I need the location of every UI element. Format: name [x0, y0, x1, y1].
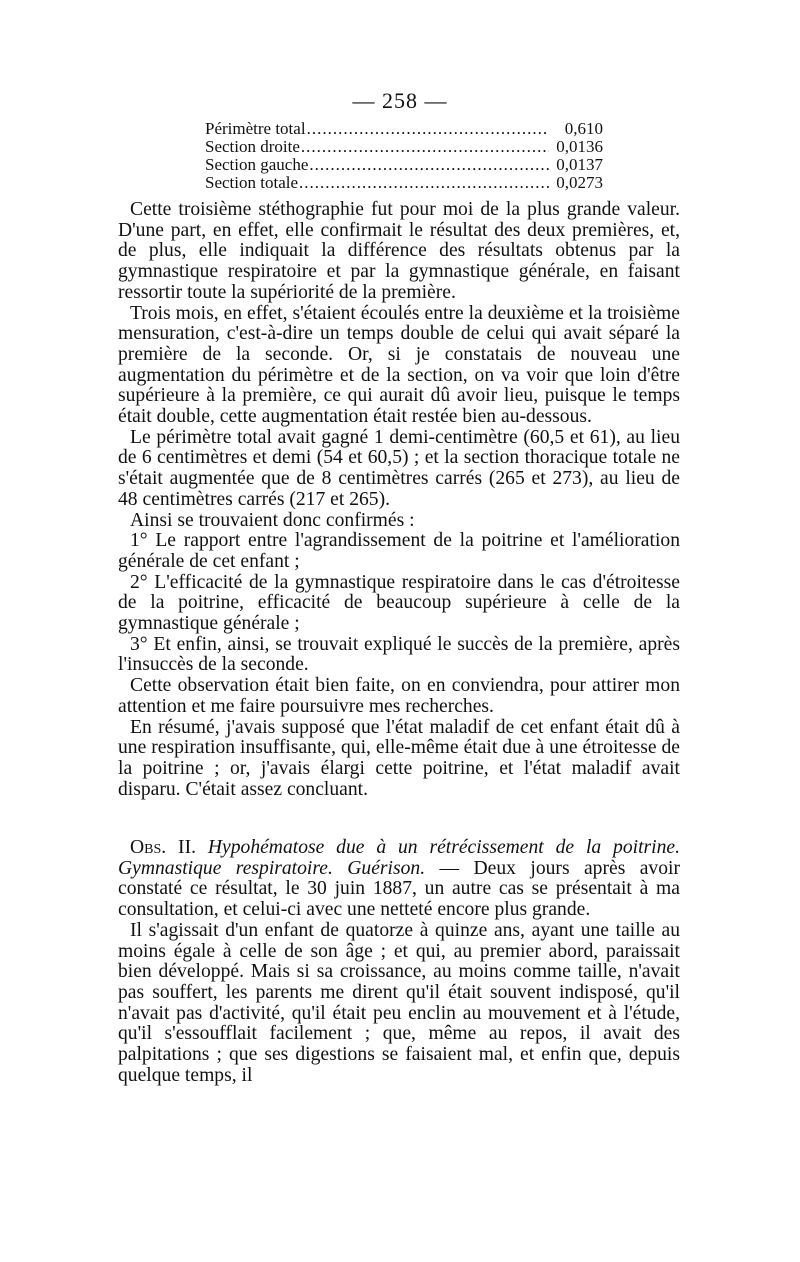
measurement-label: Périmètre total — [205, 119, 306, 138]
measurement-row — [205, 174, 603, 192]
observation-lead: Obs. II. — [130, 837, 196, 858]
observation-heading-paragraph — [118, 838, 680, 921]
measurement-value: 0,0136 — [556, 137, 603, 156]
paragraph: 3° Et enfin, ainsi, se trouvait expliqué le succès de la première, après l'insuccès de la seconde. — [118, 633, 680, 676]
measurement-label: Section gauche — [205, 155, 309, 174]
observation-title: Hypohématose due à un rétrécissement de la poitrine. Gymnastique respiratoire. Guérison. — [118, 837, 680, 879]
observation-section — [118, 838, 680, 1086]
measurement-row — [205, 120, 603, 138]
dot-leader — [307, 120, 549, 138]
measurements-table — [205, 120, 603, 192]
dot-leader — [309, 156, 549, 174]
dot-leader — [299, 174, 549, 192]
measurement-label: Section totale — [205, 173, 299, 192]
paragraph: Il s'agissait d'un enfant de quatorze à quinze ans, ayant une taille au moins égale à celle de son âge ; et qui, au premier abord, paraissait bien développé. Mais si sa croissance, au moins comme taille, n'avait pas souffert, les parents me dirent qu'il était souvent indisposé, qu'il n'avait pas d'activité, qu'il était peu enclin au mouvement et à l'étude, qu'il s'essoufflait facilement ; que, même au repos, il avait des palpitations ; que ses digestions se faisaient mal, et enfin que, depuis quelque temps, il — [118, 919, 680, 1086]
paragraph: Cette troisième stéthographie fut pour moi de la plus grande valeur. D'une part, en effet, elle confirmait le résultat des deux premières, et, de plus, elle indiquait la différence des résultats obtenus par la gymnastique respiratoire et par la gymnastique générale, en faisant ressortir toute la supériorité de la première. — [118, 199, 680, 303]
measurement-value: 0,0273 — [556, 173, 603, 192]
paragraph: 1° Le rapport entre l'agrandissement de la poitrine et l'amélioration générale de cet enfant ; — [118, 530, 680, 572]
paragraph: Ainsi se trouvaient donc confirmés : — [130, 509, 415, 531]
paragraph: Trois mois, en effet, s'étaient écoulés entre la deuxième et la troisième mensuration, c'est-à-dire un temps double de celui qui avait séparé la première de la seconde. Or, si je constatais de nouveau une augmentation du périmètre et de la section, on va voir que loin d'être supérieure à la première, ce qui aurait dû avoir lieu, puisque le temps était double, cette augmentation était restée bien au-dessous. — [118, 302, 680, 428]
paragraph: Le périmètre total avait gagné 1 demi-centimètre (60,5 et 61), au lieu de 6 centimètres et demi (54 et 60,5) ; et la section thoracique totale ne s'était augmentée que de 8 centimètres carrés (265 et 273), au lieu de 48 centimètres carrés (217 et 265). — [118, 426, 680, 510]
measurement-row — [205, 156, 603, 174]
measurement-row — [205, 138, 603, 156]
dot-leader — [301, 138, 549, 156]
page-number: — 258 — — [352, 88, 448, 113]
measurement-value: 0,0137 — [556, 155, 603, 174]
paragraph: En résumé, j'avais supposé que l'état maladif de cet enfant était dû à une respiration insuffisante, qui, elle-même était due à une étroitesse de la poitrine ; or, j'avais élargi cette poitrine, et l'état maladif avait disparu. C'était assez concluant. — [118, 716, 680, 800]
measurement-value: 0,610 — [564, 119, 603, 138]
paragraph: Cette observation était bien faite, on en conviendra, pour attirer mon attention et me faire poursuivre mes recherches. — [118, 675, 680, 717]
body-text — [118, 200, 680, 800]
observation-intro: — Deux jours après avoir constaté ce résultat, le 30 juin 1887, un autre cas se présentait à ma consultation, et celui-ci avec une netteté encore plus grande. — [118, 857, 680, 921]
measurement-label: Section droite — [205, 137, 300, 156]
paragraph: 2° L'efficacité de la gymnastique respiratoire dans le cas d'étroitesse de la poitrine, efficacité de beaucoup supérieure à celle de la gymnastique générale ; — [118, 571, 680, 635]
